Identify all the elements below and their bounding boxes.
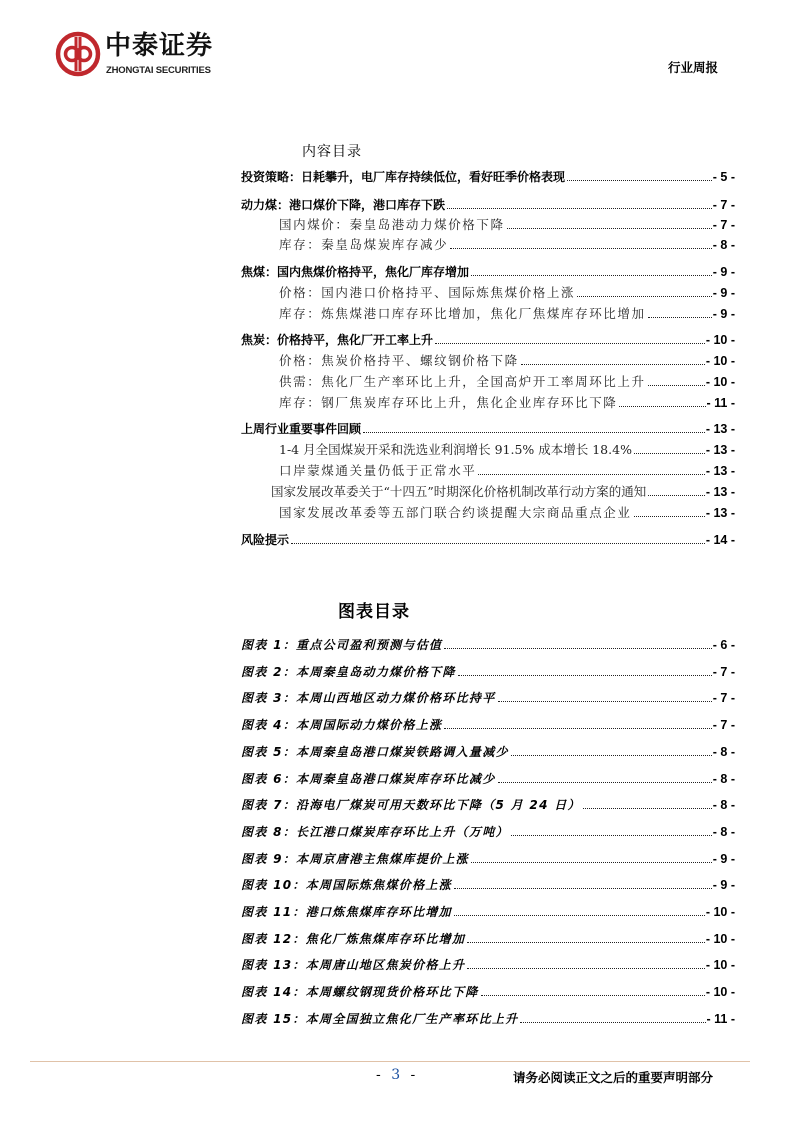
dot-leader: [498, 701, 712, 702]
figure-entry[interactable]: [241, 664, 735, 680]
figure-entry-label: 图表 4：本周国际动力煤价格上涨: [241, 718, 443, 733]
footer-disclaimer: 请务必阅读正文之后的重要声明部分: [513, 1070, 714, 1085]
figure-entry[interactable]: [241, 851, 735, 867]
toc-entry[interactable]: [241, 264, 735, 280]
toc-entry-label: 风险提示: [241, 533, 290, 547]
figure-entry-page: - 9 -: [712, 851, 735, 866]
dot-leader: [444, 648, 711, 649]
toc-entry-page: - 13 -: [705, 464, 735, 478]
dot-leader: [471, 862, 712, 863]
toc-entry-label: 国家发展改革委关于“十四五”时期深化价格机制改革行动方案的通知: [271, 484, 647, 499]
toc-entry[interactable]: [279, 237, 735, 253]
toc-entry-label: 库存：钢厂焦炭库存环比上升，焦化企业库存环比下降: [279, 395, 618, 410]
figure-entry[interactable]: [241, 877, 735, 893]
dot-leader: [454, 915, 705, 916]
figures-title: 图表目录: [338, 602, 410, 622]
toc-entry-page: - 5 -: [712, 170, 735, 184]
figure-entry-label: 图表 7：沿海电厂煤炭可用天数环比下降（5 月 24 日）: [241, 798, 581, 813]
toc-entry[interactable]: [279, 285, 735, 301]
report-type: 行业周报: [668, 60, 719, 75]
dot-leader: [648, 495, 705, 496]
figure-entry-label: 图表 11：港口炼焦煤库存环比增加: [241, 905, 452, 919]
toc-entry-page: - 9 -: [712, 265, 735, 279]
figure-entry-label: 图表 12：焦化厂炼焦煤库存环比增加: [241, 931, 466, 946]
dot-leader: [458, 675, 712, 676]
toc-entry-page: - 11 -: [706, 396, 735, 410]
figure-entry[interactable]: [241, 637, 735, 653]
toc-entry-label: 价格：焦炭价格持平、螺纹钢价格下降: [279, 353, 519, 368]
toc-entry[interactable]: [279, 353, 735, 369]
toc-entry-page: - 13 -: [705, 485, 735, 499]
footer-divider: [30, 1061, 750, 1062]
figure-entry-page: - 8 -: [712, 771, 735, 786]
figure-entry-label: 图表 15：本周全国独立焦化厂生产率环比上升: [241, 1011, 519, 1026]
figure-entry-page: - 10 -: [705, 931, 735, 946]
figure-entry-page: - 8 -: [712, 798, 735, 813]
dot-leader: [291, 543, 705, 544]
toc-entry-label: 口岸蒙煤通关量仍低于正常水平: [279, 463, 477, 478]
dot-leader: [520, 1022, 705, 1023]
figure-entry-label: 图表 1：重点公司盈利预测与估值: [241, 638, 443, 652]
figure-entry-label: 图表 2：本周秦皇岛动力煤价格下降: [241, 664, 456, 679]
toc-entry-page: - 14 -: [705, 533, 735, 547]
toc-entry[interactable]: [279, 217, 735, 233]
dot-leader: [471, 275, 712, 276]
figure-entry-page: - 10 -: [705, 958, 735, 973]
toc-entry[interactable]: [241, 421, 735, 437]
figure-entry[interactable]: [241, 771, 735, 787]
dot-leader: [634, 516, 705, 517]
page-prefix: -: [376, 1067, 392, 1083]
toc-entry[interactable]: [279, 442, 735, 458]
toc-title: 内容目录: [302, 144, 362, 160]
toc-entry[interactable]: [279, 306, 735, 322]
dot-leader: [478, 474, 704, 475]
figure-entry-page: - 8 -: [712, 824, 735, 839]
figure-entry-page: - 10 -: [705, 985, 735, 1000]
dot-leader: [507, 228, 712, 229]
dot-leader: [450, 248, 712, 249]
dot-leader: [447, 208, 712, 209]
toc-entry[interactable]: [279, 505, 735, 521]
toc-entry-page: - 8 -: [712, 238, 735, 252]
figure-entry-label: 图表 9：本周京唐港主焦煤库提价上涨: [241, 851, 469, 866]
dot-leader: [435, 343, 705, 344]
toc-entry-label: 投资策略：日耗攀升，电厂库存持续低位，看好旺季价格表现: [241, 170, 566, 184]
figure-entry[interactable]: [241, 797, 735, 813]
toc-entry-page: - 9 -: [712, 286, 735, 300]
figure-entry[interactable]: [241, 984, 735, 1000]
toc-entry-page: - 10 -: [705, 375, 735, 389]
toc-entry[interactable]: [241, 197, 735, 213]
dot-leader: [634, 453, 705, 454]
toc-entry-label: 国内煤价：秦皇岛港动力煤价格下降: [279, 217, 505, 232]
figure-entry[interactable]: [241, 744, 735, 760]
toc-entry[interactable]: [241, 169, 735, 185]
dot-leader: [577, 296, 712, 297]
dot-leader: [481, 995, 705, 996]
figure-entry-label: 图表 14：本周螺纹钢现货价格环比下降: [241, 985, 479, 1000]
toc-entry-page: - 7 -: [712, 198, 735, 212]
dot-leader: [511, 755, 712, 756]
figure-entry[interactable]: [241, 824, 735, 840]
figure-entry-page: - 10 -: [705, 905, 735, 919]
figure-entry[interactable]: [241, 957, 735, 973]
figure-entry-label: 图表 5：本周秦皇岛港口煤炭铁路调入量减少: [241, 744, 509, 759]
figure-entry-label: 图表 10：本周国际炼焦煤价格上涨: [241, 878, 452, 893]
figure-entry-label: 图表 13：本周唐山地区焦炭价格上升: [241, 958, 466, 973]
toc-entry-page: - 10 -: [705, 333, 735, 347]
toc-entry-label: 库存：秦皇岛煤炭库存减少: [279, 237, 449, 252]
toc-entry-page: - 13 -: [705, 506, 735, 520]
toc-entry-label: 供需：焦化厂生产率环比上升，全国高炉开工率周环比上升: [279, 374, 646, 389]
dot-leader: [363, 432, 705, 433]
toc-entry[interactable]: [279, 463, 735, 479]
toc-entry-label: 1-4 月全国煤炭开采和洗选业利润增长 91.5% 成本增长 18.4%: [279, 442, 632, 457]
toc-entry[interactable]: [271, 484, 735, 500]
figure-entry-page: - 7 -: [712, 664, 735, 679]
toc-entry-label: 焦炭：价格持平，焦化厂开工率上升: [241, 333, 434, 347]
figure-entry[interactable]: [241, 1011, 735, 1027]
figure-entry-label: 图表 3：本周山西地区动力煤价格环比持平: [241, 691, 496, 706]
company-logo: [55, 31, 214, 77]
toc-entry-page: - 13 -: [705, 422, 735, 436]
figure-entry[interactable]: [241, 717, 735, 733]
toc-entry[interactable]: [241, 332, 735, 348]
toc-entry-label: 价格：国内港口价格持平、国际炼焦煤价格上涨: [279, 285, 576, 300]
toc-entry-label: 上周行业重要事件回顾: [241, 422, 362, 436]
zhongtai-emblem-icon: [55, 31, 101, 77]
toc-entry[interactable]: [241, 532, 735, 548]
dot-leader: [619, 406, 705, 407]
figure-entry-label: 图表 6：本周秦皇岛港口煤炭库存环比减少: [241, 771, 496, 786]
toc-entry-label: 焦煤：国内焦煤价格持平，焦化厂库存增加: [241, 265, 470, 279]
brand-name-cn: 中泰证券: [105, 31, 214, 61]
figure-entry-page: - 7 -: [712, 718, 735, 733]
figure-entry-label: 图表 8：长江港口煤炭库存环比上升（万吨）: [241, 824, 509, 839]
dot-leader: [521, 364, 705, 365]
toc-entry[interactable]: [279, 395, 735, 411]
page-number: [376, 1067, 418, 1083]
toc-entry-label: 国家发展改革委等五部门联合约谈提醒大宗商品重点企业: [279, 505, 632, 520]
dot-leader: [454, 888, 712, 889]
page-number-value: 3: [391, 1067, 404, 1083]
toc-entry-label: 库存：炼焦煤港口库存环比增加，焦化厂焦煤库存环比增加: [279, 306, 646, 321]
figure-entry-page: - 6 -: [712, 638, 735, 652]
brand-name-en: ZHONGTAI SECURITIES: [106, 65, 211, 76]
toc-entry-label: 动力煤：港口煤价下降，港口库存下跌: [241, 198, 446, 212]
figure-entry-page: - 11 -: [706, 1011, 735, 1026]
dot-leader: [467, 968, 705, 969]
dot-leader: [648, 385, 705, 386]
dot-leader: [583, 808, 712, 809]
page-suffix: -: [403, 1067, 419, 1083]
toc-entry-page: - 9 -: [712, 307, 735, 321]
toc-entry-page: - 13 -: [705, 443, 735, 457]
toc-entry[interactable]: [279, 374, 735, 390]
toc-entry-page: - 10 -: [705, 354, 735, 368]
dot-leader: [467, 942, 705, 943]
toc-entry-page: - 7 -: [712, 218, 735, 232]
figure-entry-page: - 8 -: [712, 744, 735, 759]
figure-entry-page: - 7 -: [712, 691, 735, 706]
figure-entry-page: - 9 -: [712, 878, 735, 893]
figure-entry[interactable]: [241, 690, 735, 706]
figure-entry[interactable]: [241, 904, 735, 920]
dot-leader: [648, 317, 712, 318]
dot-leader: [444, 728, 711, 729]
dot-leader: [511, 835, 712, 836]
dot-leader: [567, 180, 712, 181]
dot-leader: [498, 782, 712, 783]
figure-entry[interactable]: [241, 931, 735, 947]
